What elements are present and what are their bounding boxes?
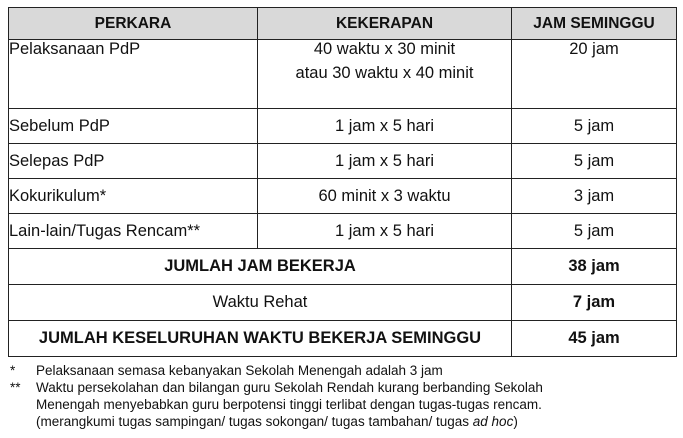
kekerapan-line-1: 40 waktu x 30 minit (313, 40, 456, 58)
footnote-line-3-suffix: ) (513, 414, 518, 429)
row-jam: 3 jam (512, 179, 677, 214)
row-kekerapan: 1 jam x 5 hari (258, 109, 512, 144)
summary-value: 38 jam (512, 249, 677, 285)
footnote-2 (8, 379, 678, 430)
footnote-mark: ** (10, 380, 21, 395)
row-jam: 5 jam (512, 214, 677, 249)
table-row (9, 109, 677, 144)
summary-value: 45 jam (512, 321, 677, 357)
row-jam: 20 jam (512, 40, 677, 109)
row-perkara: Lain-lain/Tugas Rencam** (9, 214, 258, 249)
table-header-row (9, 8, 677, 40)
footnotes (8, 362, 678, 430)
row-kekerapan (258, 40, 512, 109)
header-jam-seminggu: JAM SEMINGGU (512, 8, 677, 40)
row-jam: 5 jam (512, 109, 677, 144)
summary-value: 7 jam (512, 285, 677, 321)
footnote-line-3-prefix: (merangkumi tugas sampingan/ tugas sokongan/ tugas tambahan/ tugas (36, 414, 473, 429)
summary-row-total (9, 249, 677, 285)
header-perkara: PERKARA (9, 8, 258, 40)
summary-row-grand-total (9, 321, 677, 357)
working-hours-table (8, 7, 677, 357)
summary-label: Waktu Rehat (9, 285, 512, 321)
row-perkara: Pelaksanaan PdP (9, 40, 258, 109)
row-kekerapan: 1 jam x 5 hari (258, 144, 512, 179)
row-perkara: Sebelum PdP (9, 109, 258, 144)
footnote-line-2: Menengah menyebabkan guru berpotensi tinggi terlibat dengan tugas-tugas rencam. (36, 397, 542, 412)
kekerapan-line-2: atau 30 waktu x 40 minit (295, 64, 474, 82)
summary-label: JUMLAH KESELURUHAN WAKTU BEKERJA SEMINGGU (9, 321, 512, 357)
header-kekerapan: KEKERAPAN (258, 8, 512, 40)
table-row (9, 144, 677, 179)
summary-row-rest (9, 285, 677, 321)
footnote-text: Pelaksanaan semasa kebanyakan Sekolah Menengah adalah 3 jam (36, 363, 443, 378)
footnote-text (36, 379, 678, 430)
row-kekerapan: 60 minit x 3 waktu (258, 179, 512, 214)
row-kekerapan: 1 jam x 5 hari (258, 214, 512, 249)
row-jam: 5 jam (512, 144, 677, 179)
footnote-line-1: Waktu persekolahan dan bilangan guru Sekolah Rendah kurang berbanding Sekolah (36, 380, 543, 395)
footnote-line-3-italic: ad hoc (472, 414, 514, 429)
row-perkara: Kokurikulum* (9, 179, 258, 214)
table-row (9, 40, 677, 109)
table-row (9, 179, 677, 214)
summary-label: JUMLAH JAM BEKERJA (9, 249, 512, 285)
row-perkara: Selepas PdP (9, 144, 258, 179)
footnote-mark: * (10, 363, 16, 378)
table-row (9, 214, 677, 249)
footnote-1 (8, 362, 678, 379)
